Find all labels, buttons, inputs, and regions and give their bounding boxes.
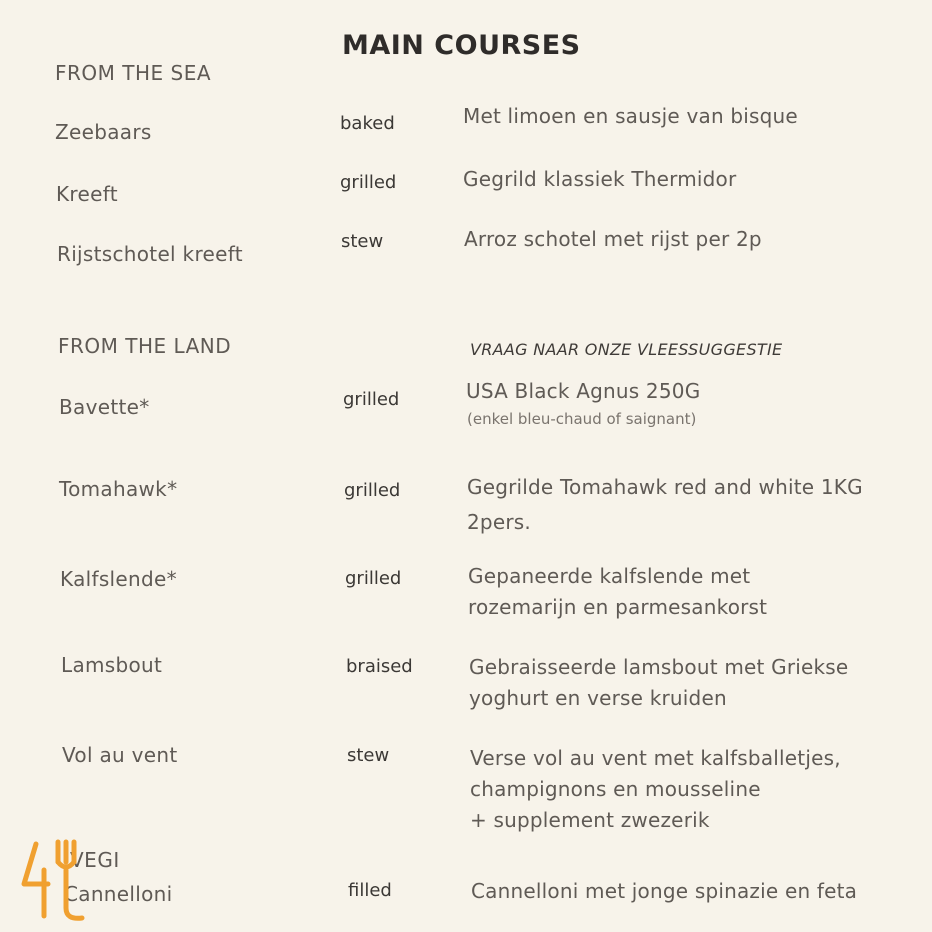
- dish-description-line2: champignons en mousseline: [470, 777, 761, 801]
- dish-description-line2: rozemarijn en parmesankorst: [468, 595, 768, 619]
- dish-name: Kreeft: [56, 182, 118, 206]
- dish-description: Verse vol au vent met kalfsballetjes,: [470, 746, 841, 770]
- dish-description: Cannelloni met jonge spinazie en feta: [471, 879, 858, 903]
- page-title: MAIN COURSES: [342, 30, 581, 61]
- dish-name: Lamsbout: [61, 653, 163, 677]
- cooking-method: grilled: [343, 389, 400, 410]
- dish-name: Zeebaars: [55, 120, 152, 144]
- cooking-method: grilled: [344, 480, 401, 501]
- cooking-method: grilled: [345, 568, 402, 589]
- dish-description-line3: + supplement zwezerik: [470, 808, 710, 832]
- cooking-method: stew: [341, 231, 384, 252]
- dish-name: Rijstschotel kreeft: [57, 242, 243, 266]
- cooking-method: filled: [348, 880, 392, 901]
- dish-name: Vol au vent: [62, 743, 178, 767]
- dish-description: USA Black Agnus 250G: [466, 379, 701, 403]
- fork-knife-logo-icon: [14, 836, 94, 926]
- cooking-method: braised: [346, 656, 413, 677]
- dish-description: Arroz schotel met rijst per 2p: [464, 227, 762, 251]
- section-heading-land: FROM THE LAND: [58, 334, 232, 358]
- cooking-method: stew: [347, 745, 390, 766]
- dish-name: Bavette*: [59, 395, 150, 419]
- dish-name: Kalfslende*: [60, 567, 177, 591]
- dish-description-line2: 2pers.: [467, 510, 531, 534]
- dish-description: Gegrild klassiek Thermidor: [463, 167, 737, 191]
- dish-name: Cannelloni: [64, 882, 173, 906]
- dish-description-line2: yoghurt en verse kruiden: [469, 686, 727, 710]
- meat-suggestion-note: VRAAG NAAR ONZE VLEESSUGGESTIE: [470, 340, 783, 359]
- dish-description: Gegrilde Tomahawk red and white 1KG: [467, 475, 863, 499]
- dish-note: (enkel bleu-chaud of saignant): [467, 410, 697, 428]
- dish-description: Gebraisseerde lamsbout met Griekse: [469, 655, 849, 679]
- dish-name: Tomahawk*: [59, 477, 178, 501]
- section-heading-sea: FROM THE SEA: [55, 61, 212, 85]
- dish-description: Gepaneerde kalfslende met: [468, 564, 751, 588]
- cooking-method: grilled: [340, 172, 397, 193]
- cooking-method: baked: [340, 113, 395, 134]
- section-heading-vegi: VEGI: [70, 848, 120, 872]
- dish-description: Met limoen en sausje van bisque: [463, 104, 798, 128]
